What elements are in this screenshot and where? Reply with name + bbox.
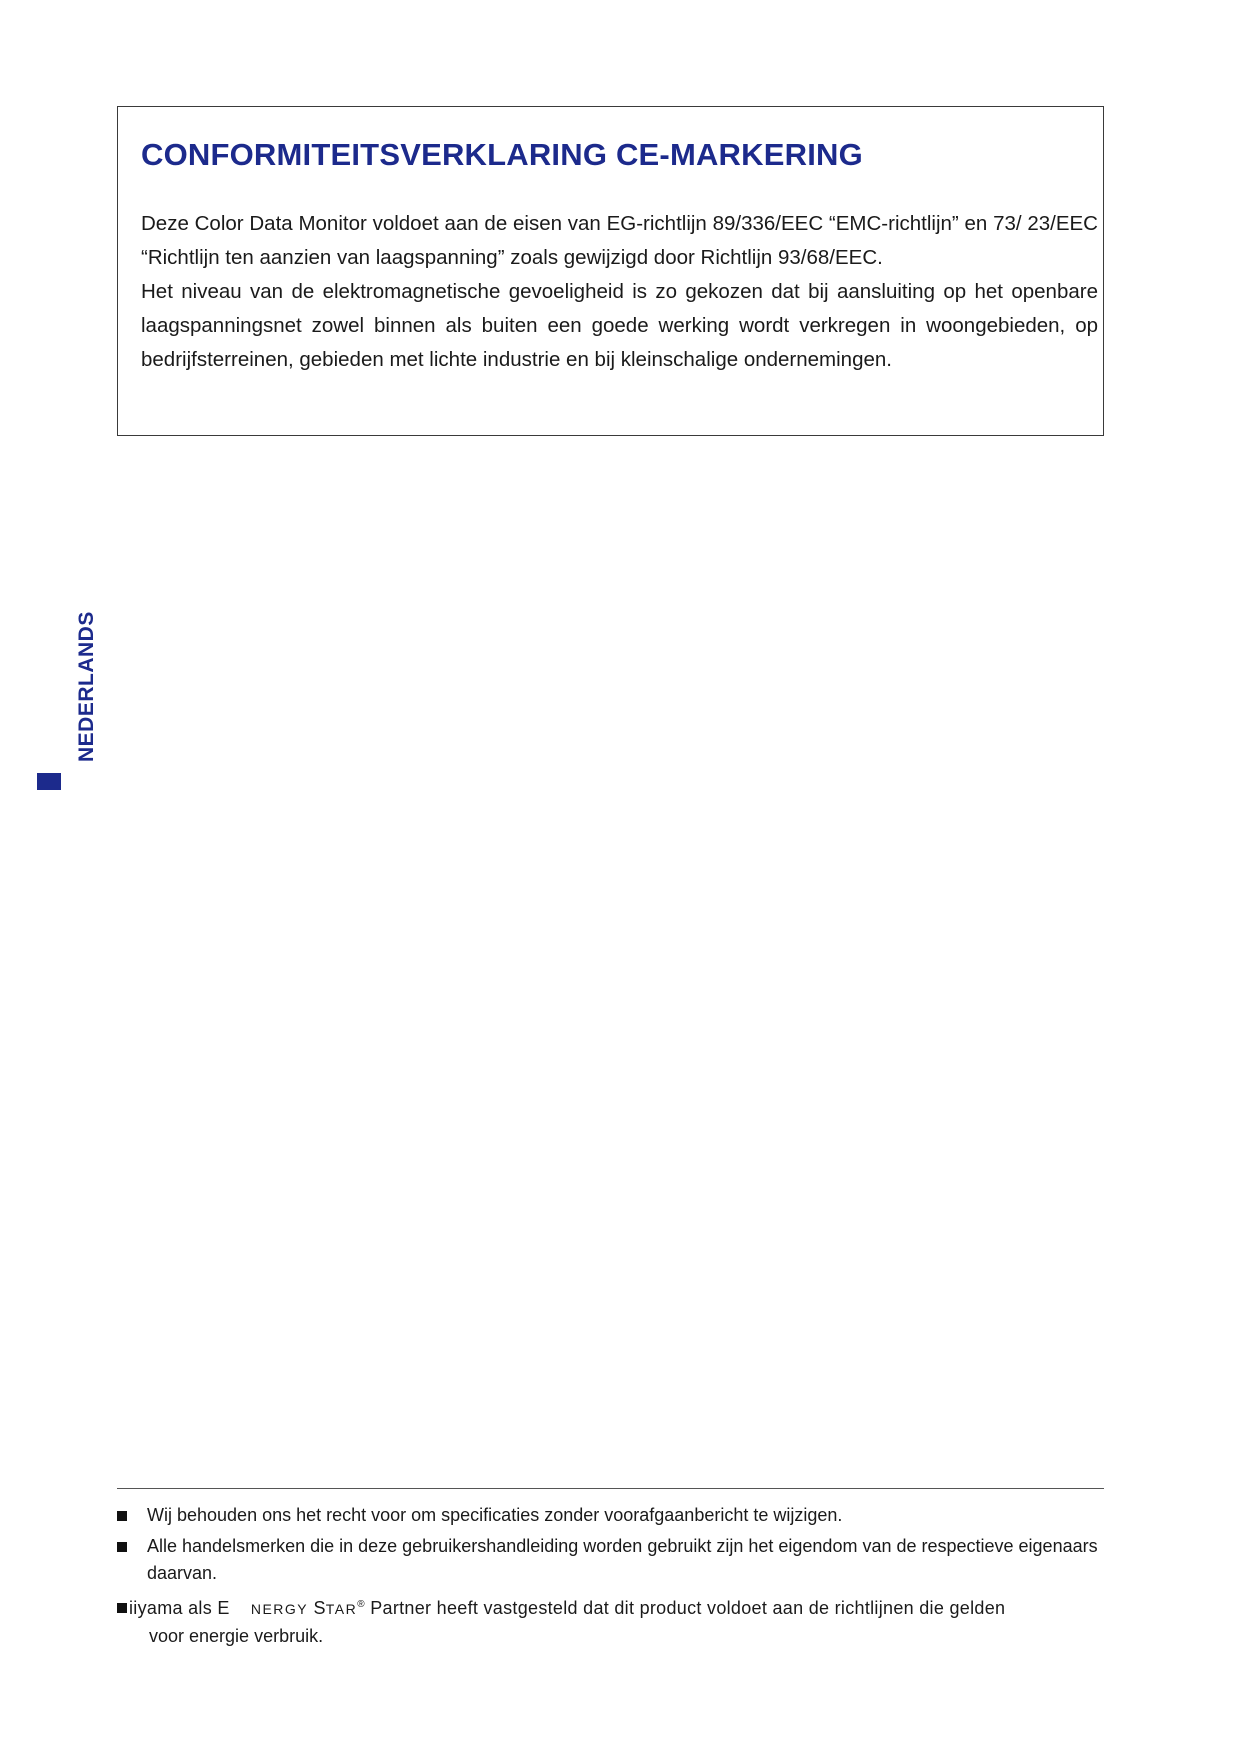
note-text: Alle handelsmerken die in deze gebruikershandleiding worden gebruikt zijn het eigendom van de respectieve eigenaars daarvan. bbox=[147, 1536, 1098, 1583]
energy-star-brand-s: S bbox=[313, 1598, 326, 1618]
language-tab-label: NEDERLANDS bbox=[75, 611, 98, 762]
square-bullet-icon bbox=[117, 1542, 127, 1552]
registered-mark: ® bbox=[357, 1599, 365, 1610]
language-tab bbox=[37, 590, 97, 790]
energy-star-brand-b: TAR bbox=[325, 1601, 358, 1617]
footer-note-energy-star bbox=[117, 1591, 1107, 1650]
square-bullet-icon bbox=[117, 1511, 127, 1521]
ce-declaration-box bbox=[117, 106, 1104, 436]
footer-note bbox=[117, 1533, 1107, 1587]
energy-star-brand-a: NERGY bbox=[250, 1601, 309, 1617]
declaration-body bbox=[141, 207, 1098, 377]
declaration-paragraph-2: Het niveau van de elektromagnetische gevoeligheid is zo gekozen dat bij aansluiting op het openbare laagspanningsnet zowel binnen als buiten een goede werking wordt verkregen in woongebieden, op bedrijfsterreinen, gebieden met lichte industrie en bij kleinschalige ondernemingen. bbox=[141, 280, 1098, 371]
declaration-paragraph-1: Deze Color Data Monitor voldoet aan de eisen van EG-richtlijn 89/336/EEC “EMC-richtlijn” en 73/ 23/EEC “Richtlijn ten aanzien van laagspanning” zoals gewijzigd door Richtlijn 93/68/EEC. bbox=[141, 212, 1098, 269]
note-text-continuation: voor energie verbruik. bbox=[149, 1626, 324, 1646]
square-bullet-icon bbox=[117, 1603, 127, 1613]
language-tab-marker bbox=[37, 773, 61, 790]
note-text: Wij behouden ons het recht voor om specificaties zonder voorafgaanbericht te wijzigen. bbox=[147, 1505, 843, 1525]
footer-notes bbox=[117, 1502, 1107, 1654]
page-title: CONFORMITEITSVERKLARING CE-MARKERING bbox=[141, 137, 863, 172]
note-text-prefix: iiyama als E bbox=[129, 1598, 230, 1618]
note-text-suffix: Partner heeft vastgesteld dat dit product voldoet aan de richtlijnen die gelden bbox=[364, 1598, 1006, 1618]
footer-divider bbox=[117, 1488, 1104, 1489]
footer-note bbox=[117, 1502, 1107, 1529]
